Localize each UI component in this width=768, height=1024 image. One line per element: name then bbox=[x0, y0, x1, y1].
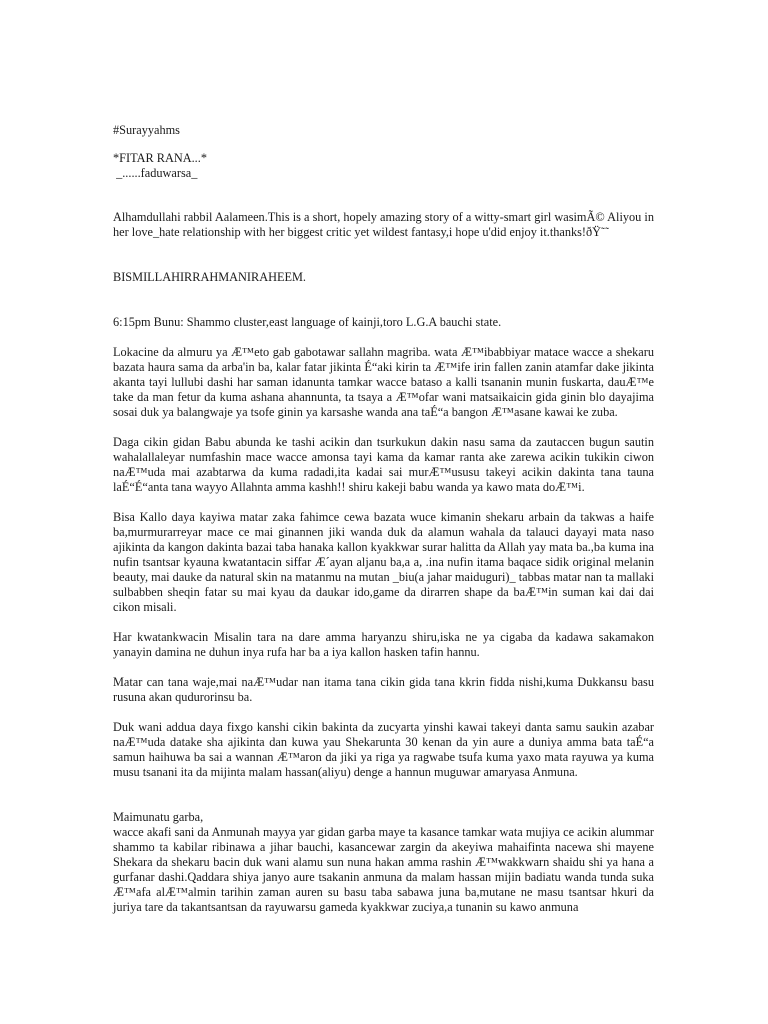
setting-line: 6:15pm Bunu: Shammo cluster,east language of kainji,toro L.G.A bauchi state. bbox=[113, 315, 502, 329]
story-paragraph: Har kwatankwacin Misalin tara na dare amma haryanzu shiru,iska ne ya cigaba da kadawa sakamakon yanayin damina ne duhun inya rufa har ba a iya kallon hasken tafin hannu. bbox=[113, 630, 654, 659]
story-paragraph: Bisa Kallo daya kayiwa matar zaka fahimce cewa bazata wuce kimanin shekaru arbain da takwas a haife ba,murmurarreyar mace ce mai ginannen jiki wanda duk da alamun wahala da talauci dayayi mata naso ajikinta da kangon dakinta bazai taba hanaka kallon kyakkwar surar halitta da Allah yay mata ba.,ba kuma ina nufin tsantsar kyauna kwatantacin siffar Æ´ayan aljanu ba,a a, .ina nufin itama baqace sidik original melanin beauty, mai dauke da natural skin na matanmu na mutan _biu(a jahar maiduguri)_ tabbas matar nan ta mallaki sulbabben sheqin fatar su mai kyau da daukar ido,game da dirarren shape da baÆ™in suman kai dai dai cikon misali. bbox=[113, 510, 654, 614]
author-line: _......faduwarsa_ bbox=[113, 166, 198, 180]
story-title: *FITAR RANA...* bbox=[113, 151, 207, 165]
story-paragraph: Duk wani addua daya fixgo kanshi cikin bakinta da zucyarta yinshi kawai takeyi danta samu saukin azabar naÆ™uda datake sha ajikinta dan kuwa yau Shekarunta 30 kenan da yin aure a duniya amma bata taÉ“a samun haihuwa ba sai a wannan Æ™aron da jiki ya riga ya ragwabe tsufa kuma yaxo mata rayuwa ya kuma musu tsanani ita da mijinta malam hassan(aliyu) denge a hannun muguwar amaryasa Anmuna. bbox=[113, 720, 654, 779]
story-paragraph: Lokacine da almuru ya Æ™eto gab gabotawar sallahn magriba. wata Æ™ibabbiyar matace wacce a shekaru bazata haura sama da arba'in ba, kalar fatar jikinta É“aki kirin ta Æ™ife irin fallen zanin atamfar dake jikinta akanta tayi lullubi dashi har saman idanunta tamkar wacce bataso a kalli tsananin munin fuskarta, dauÆ™e take da man fetur da kuma ashana ahannunta, ta tsaya a Æ™ofar wani matsaikaicin gida ginin blo dayajima sosai duk ya balangwaje ya tsofe ginin ya karsashe wanda ana taÉ“a bangon Æ™asane kawai ke zuba. bbox=[113, 345, 654, 419]
document-body bbox=[113, 123, 654, 915]
bismillah-line: BISMILLAHIRRAHMANIRAHEEM. bbox=[113, 270, 306, 284]
section-paragraph: wacce akafi sani da Anmunah mayya yar gidan garba maye ta kasance tamkar wata mujiya ce acikin alummar shammo ta kabilar ribinawa a jihar bauchi, kasancewar zargin da akeyiwa mahaifinta nacewa shi mayene Shekara da shekaru bacin duk wani alamu sun nuna hakan amma rashin Æ™wakkwarn shaidu shi ya hana a gurfanar dashi.Qaddara shiya janyo aure tsakanin anmuna da malam hassan mijin badiatu wanda tunda suka Æ™afa alÆ™almin tarihin zaman auren su basu taba sabawa juna ba,mutane ne masu tsantsar hkuri da juriya tare da takantsantsan da rayuwarsu gameda kyakkwar zuciya,a tunanin su kawo anmuna bbox=[113, 825, 654, 914]
story-paragraph: Daga cikin gidan Babu abunda ke tashi acikin dan tsurkukun dakin nasu sama da zautaccen bugun sautin wahalallaleyar numfashin mace wacce amonsa tayi kama da kamar ranta ake zarewa acikin tukikin ciwon naÆ™uda mai azabtarwa da kuma radadi,ita kadai sai murÆ™ususu takeyi acikin dakinta tana tauna laÉ“É“anta tana wayyo Allahnta amma kashh!! shiru kakeji babu wanda ya kawo mata doÆ™i. bbox=[113, 435, 654, 494]
hashtag: #Surayyahms bbox=[113, 123, 180, 137]
intro-paragraph: Alhamdullahi rabbil Aalameen.This is a short, hopely amazing story of a witty-smart girl wasimÃ© Aliyou in her love_hate relationship with her biggest critic yet wildest fantasy,i hope u'did enjoy it.thanks!ðŸ˜˜ bbox=[113, 210, 654, 239]
story-paragraph: Matar can tana waje,mai naÆ™udar nan itama tana cikin gida tana kkrin fidda nishi,kuma Dukkansu basu rusuna akan qudurorinsu ba. bbox=[113, 675, 654, 704]
section-heading: Maimunatu garba, bbox=[113, 810, 204, 824]
